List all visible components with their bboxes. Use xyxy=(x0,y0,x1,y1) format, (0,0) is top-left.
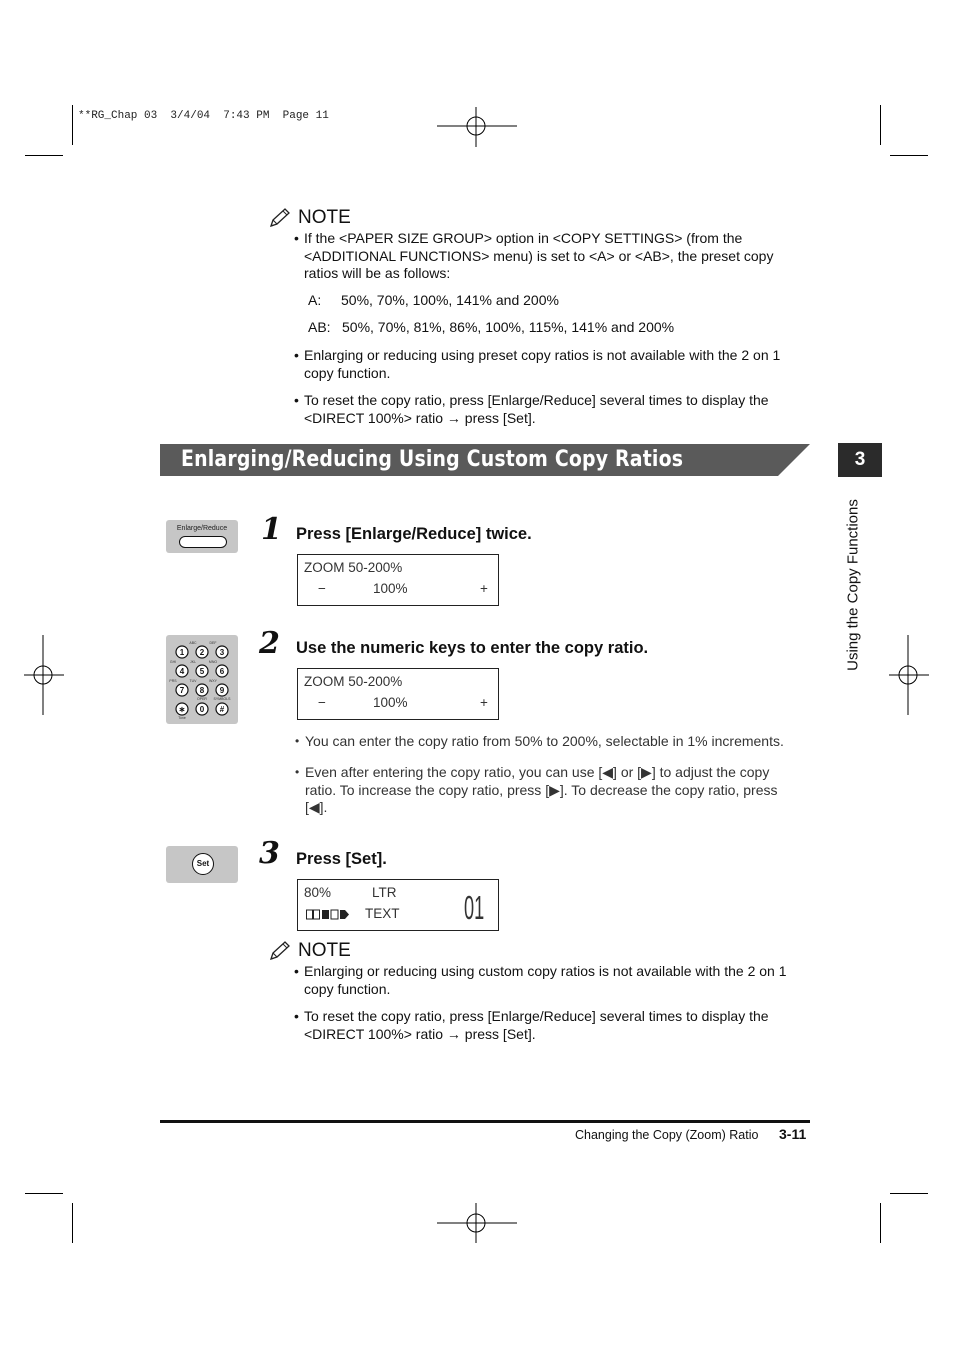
key-letters-tone: Tone xyxy=(178,716,186,720)
registration-mark-left xyxy=(24,635,64,715)
bullet-line: copy function. xyxy=(304,980,391,997)
key-3: 3 xyxy=(219,648,225,657)
bullet-line: To reset the copy ratio, press [Enlarge/Reduce] several times to display the xyxy=(304,1008,769,1024)
numeric-keypad-illustration xyxy=(166,635,238,724)
ratio-key: A: xyxy=(308,292,322,308)
bullet-dot: • xyxy=(294,392,299,408)
lcd-paper-size: LTR xyxy=(372,885,397,900)
lcd-plus: + xyxy=(480,581,488,596)
key-7: 7 xyxy=(179,686,185,695)
section-title: Enlarging/Reducing Using Custom Copy Ratios xyxy=(181,447,684,472)
bullet-line: ratios will be as follows: xyxy=(304,265,451,281)
key-8: 8 xyxy=(199,686,205,695)
set-key-illustration xyxy=(166,846,238,883)
bullet-line: <ADDITIONAL FUNCTIONS> menu) is set to <A> or <AB>, the preset copy xyxy=(304,247,774,264)
registration-mark-right xyxy=(889,635,929,715)
lcd-minus: − xyxy=(318,695,326,710)
step-number-1: 1 xyxy=(261,512,282,547)
note-heading-label: NOTE xyxy=(298,940,351,961)
bullet-line: You can enter the copy ratio from 50% to 200%, selectable in 1% increments. xyxy=(305,733,784,749)
bullet-dot: • xyxy=(295,734,300,748)
enlarge-reduce-key-illustration xyxy=(166,520,238,553)
footer-section-title: Changing the Copy (Zoom) Ratio xyxy=(575,1128,759,1142)
bullet-dot: • xyxy=(294,1008,299,1024)
key-2: 2 xyxy=(199,648,205,657)
step-2-bullet-1 xyxy=(295,733,805,753)
pencil-icon xyxy=(268,940,292,962)
keypad-icon xyxy=(166,635,238,724)
page-number: 3-11 xyxy=(779,1126,807,1142)
step-number-3: 3 xyxy=(259,836,280,871)
bullet-dot: • xyxy=(295,765,300,779)
ratio-values-ab: 50%, 70%, 81%, 86%, 100%, 115%, 141% and 200% xyxy=(342,319,675,335)
bullet-dot: • xyxy=(294,963,299,979)
registration-mark-top xyxy=(437,107,517,147)
lcd-value: 100% xyxy=(373,581,408,596)
key-letters-tuv: TUV xyxy=(189,679,197,683)
note-top-bullet-3 xyxy=(294,392,804,428)
bullet-dot: • xyxy=(294,347,299,363)
chapter-tab: 3 xyxy=(838,443,882,477)
chapter-side-label: Using the Copy Functions xyxy=(844,499,862,671)
key-letters-abc: ABC xyxy=(189,641,197,645)
note-heading-bottom xyxy=(268,940,351,962)
note-bottom-bullet-2 xyxy=(294,1008,804,1044)
bullet-line: To reset the copy ratio, press [Enlarge/Reduce] several times to display the xyxy=(304,392,769,408)
step-number-2: 2 xyxy=(259,626,280,661)
bullet-line: Even after entering the copy ratio, you can use [◀] or [▶] to adjust the copy xyxy=(305,764,770,780)
key-letters-mno: MNO xyxy=(208,660,218,664)
lcd-copy-count: 01 xyxy=(464,889,485,926)
key-4: 4 xyxy=(179,667,185,676)
lcd-plus: + xyxy=(480,695,488,710)
lcd-mode: TEXT xyxy=(365,906,400,921)
key-9: 9 xyxy=(219,686,225,695)
lcd-display-step-2 xyxy=(297,668,499,720)
lcd-value: 100% xyxy=(373,695,408,710)
key-letters-oper: OPER xyxy=(197,697,207,701)
bullet-line: Enlarging or reducing using preset copy ratios is not available with the 2 on 1 xyxy=(304,347,781,363)
bullet-line: ratio. To increase the copy ratio, press [▶]. To decrease the copy ratio, press xyxy=(305,781,778,798)
step-2-bullet-2 xyxy=(295,764,805,818)
density-indicator-icon xyxy=(306,908,350,923)
key-star: ∗ xyxy=(178,705,186,714)
note-bottom-bullet-1 xyxy=(294,963,804,999)
lcd-minus: − xyxy=(318,581,326,596)
pencil-icon xyxy=(268,207,292,229)
note-top-bullet-2 xyxy=(294,347,804,383)
bullet-line: <DIRECT 100%> ratio → press [Set]. xyxy=(304,1025,536,1042)
step-title-1: Press [Enlarge/Reduce] twice. xyxy=(296,525,532,543)
lcd-line-1: ZOOM 50-200% xyxy=(304,560,403,575)
key-6: 6 xyxy=(219,667,225,676)
bullet-line: <DIRECT 100%> ratio → press [Set]. xyxy=(304,409,536,426)
note-heading-top xyxy=(268,207,351,229)
registration-mark-bottom xyxy=(437,1203,517,1243)
bullet-dot: • xyxy=(294,230,299,246)
key-1: 1 xyxy=(179,648,185,657)
key-letters-jkl: JKL xyxy=(189,660,197,664)
footer-rule xyxy=(160,1120,810,1123)
note-heading-label: NOTE xyxy=(298,207,351,228)
lcd-display-step-1 xyxy=(297,554,499,606)
key-letters-wxy: WXY xyxy=(209,679,217,683)
step-title-2: Use the numeric keys to enter the copy ratio. xyxy=(296,639,649,657)
key-letters-def: DEF xyxy=(209,641,217,645)
set-button-icon: Set xyxy=(192,853,214,875)
lcd-display-step-3 xyxy=(297,879,499,931)
key-caption: Enlarge/Reduce xyxy=(176,525,228,532)
lcd-ratio: 80% xyxy=(304,885,332,900)
print-slug: **RG_Chap 03 3/4/04 7:43 PM Page 11 xyxy=(78,110,329,122)
key-0: 0 xyxy=(199,705,205,714)
note-top-bullet-1 xyxy=(294,230,804,282)
key-letters-symbols: SYMBOLS xyxy=(213,697,231,701)
ratio-row-ab xyxy=(308,319,331,335)
key-letters-ghi: GHI xyxy=(169,660,177,664)
bullet-line: [◀]. xyxy=(305,799,328,815)
bullet-line: If the <PAPER SIZE GROUP> option in <COPY SETTINGS> (from the xyxy=(304,230,743,246)
bullet-line: Enlarging or reducing using custom copy ratios is not available with the 2 on 1 xyxy=(304,963,787,979)
ratio-row-a xyxy=(308,292,321,308)
key-5: 5 xyxy=(199,667,205,676)
key-letters-prs: PRS xyxy=(169,679,177,683)
bullet-line: copy function. xyxy=(304,364,391,381)
lcd-line-1: ZOOM 50-200% xyxy=(304,674,403,689)
ratio-values-a: 50%, 70%, 100%, 141% and 200% xyxy=(341,292,559,308)
ratio-key: AB: xyxy=(308,319,331,335)
enlarge-reduce-button-icon xyxy=(179,536,227,548)
step-title-3: Press [Set]. xyxy=(296,850,387,868)
key-hash: # xyxy=(219,705,225,714)
